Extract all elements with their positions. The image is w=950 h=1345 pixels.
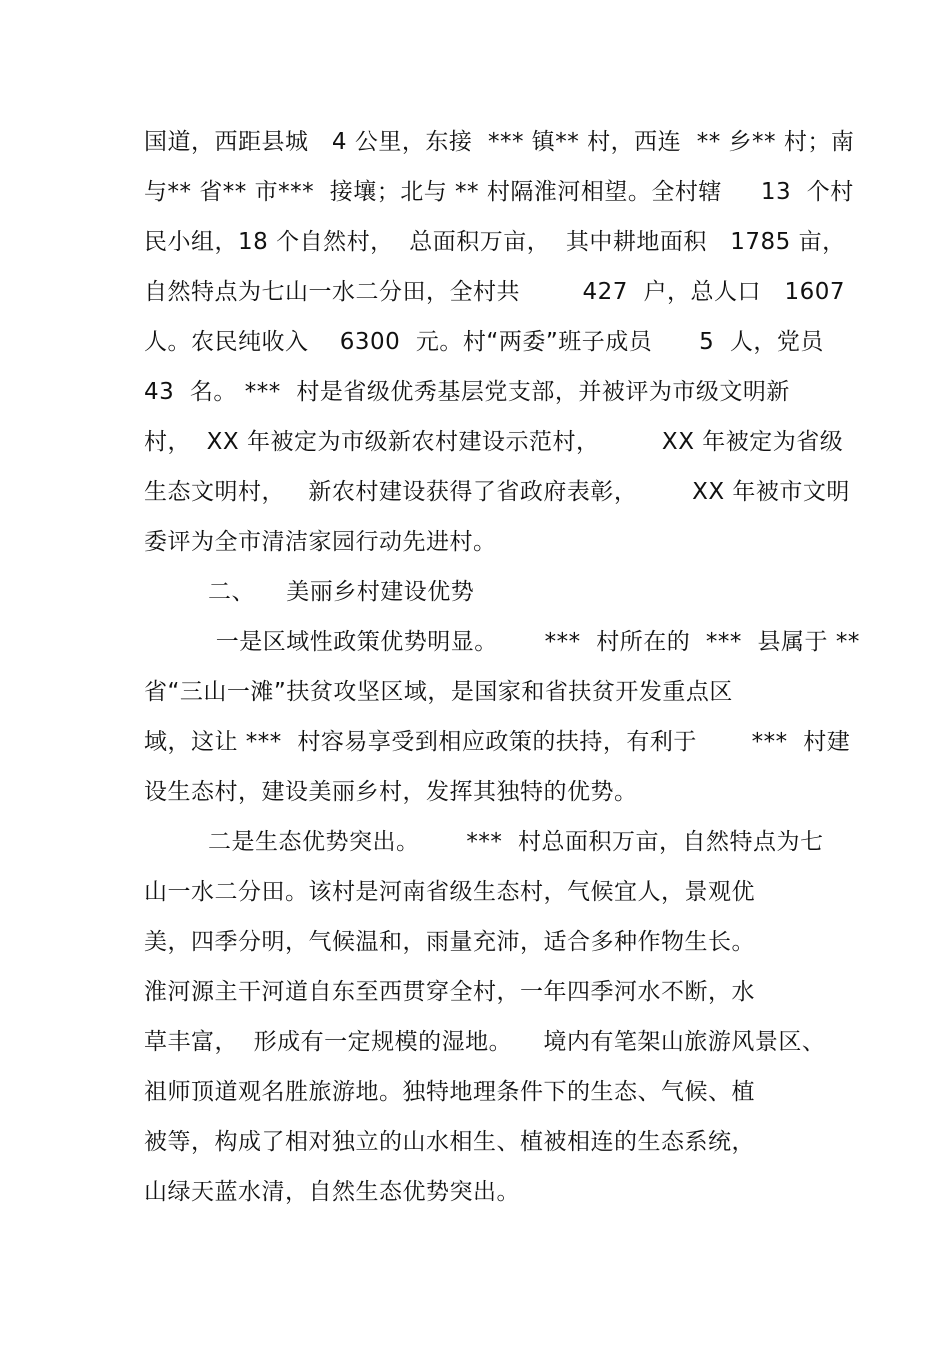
text-line: 人。农民纯收入 6300 元。村“两委”班子成员 5 人，党员 bbox=[144, 329, 824, 355]
text-line: 生态文明村， 新农村建设获得了省政府表彰， XX 年被市文明 bbox=[144, 479, 850, 505]
text-line: 祖师顶道观名胜旅游地。独特地理条件下的生态、气候、植 bbox=[144, 1079, 755, 1105]
text-line: 一是区域性政策优势明显。 *** 村所在的 *** 县属于 ** bbox=[208, 629, 860, 655]
text-line: 省“三山一滩”扶贫攻坚区域，是国家和省扶贫开发重点区 bbox=[144, 679, 733, 705]
text-line: 与** 省** 市*** 接壤；北与 ** 村隔淮河相望。全村辖 13 个村 bbox=[144, 179, 854, 205]
text-line: 山绿天蓝水清，自然生态优势突出。 bbox=[144, 1179, 520, 1205]
text-line: 被等，构成了相对独立的山水相生、植被相连的生态系统， bbox=[144, 1129, 755, 1155]
text-line: 二是生态优势突出。 *** 村总面积万亩，自然特点为七 bbox=[208, 829, 824, 855]
text-line: 自然特点为七山一水二分田，全村共 427 户，总人口 1607 bbox=[144, 279, 845, 305]
text-line: 设生态村，建设美丽乡村，发挥其独特的优势。 bbox=[144, 779, 638, 805]
text-line: 委评为全市清洁家园行动先进村。 bbox=[144, 529, 497, 555]
text-line: 民小组，18 个自然村， 总面积万亩， 其中耕地面积 1785 亩， bbox=[144, 229, 846, 255]
text-line: 43 名。 *** 村是省级优秀基层党支部，并被评为市级文明新 bbox=[144, 379, 790, 405]
text-line: 草丰富， 形成有一定规模的湿地。 境内有笔架山旅游风景区、 bbox=[144, 1029, 826, 1055]
text-line: 域，这让 *** 村容易享受到相应政策的扶持，有利于 *** 村建 bbox=[144, 729, 851, 755]
text-line: 美，四季分明，气候温和，雨量充沛，适合多种作物生长。 bbox=[144, 929, 755, 955]
text-line: 国道，西距县城 4 公里，东接 *** 镇** 村，西连 ** 乡** 村；南 bbox=[144, 129, 855, 155]
text-line: 村， XX 年被定为市级新农村建设示范村， XX 年被定为省级 bbox=[144, 429, 844, 455]
text-line: 淮河源主干河道自东至西贯穿全村，一年四季河水不断，水 bbox=[144, 979, 755, 1005]
section-heading: 二、 美丽乡村建设优势 bbox=[208, 579, 475, 605]
text-line: 山一水二分田。该村是河南省级生态村，气候宜人，景观优 bbox=[144, 879, 755, 905]
